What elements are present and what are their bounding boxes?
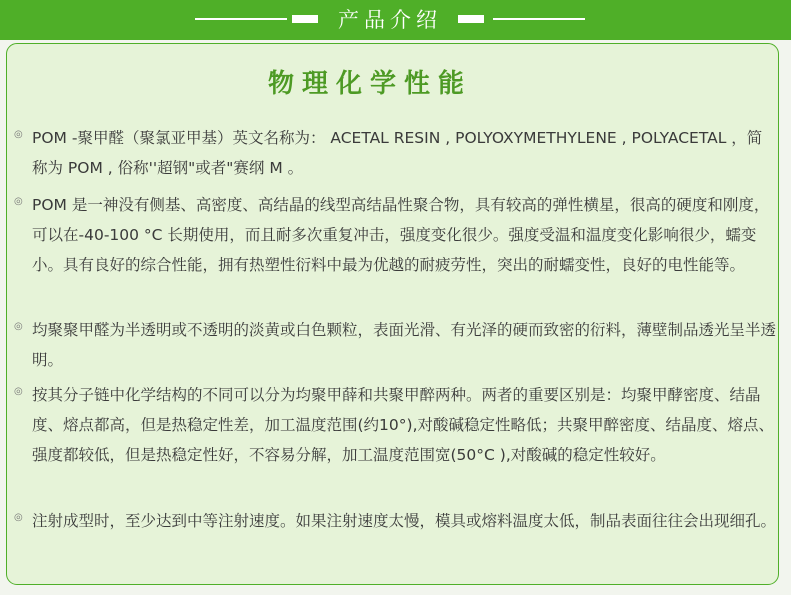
header-banner: [0, 0, 791, 40]
header-divider-right: [493, 18, 585, 20]
header-accent-right: [458, 15, 484, 23]
paragraph: POM -聚甲醛（聚氯亚甲基）英文名称为： ACETAL RESIN , POLYOXYMETHYLENE , POLYACETAL ，简称为 POM , 俗称''超钢"或者"赛纲 M 。: [32, 129, 763, 177]
paragraph: 均聚聚甲醛为半透明或不透明的淡黄或白色颗粒，表面光滑、有光泽的硬而致密的衍料，薄壁制品透光呈半透明。: [32, 321, 777, 369]
header-accent-left: [292, 15, 318, 23]
circle-bullet-icon: ◎: [14, 321, 23, 332]
header-divider-left: [195, 18, 287, 20]
section-title: 物理化学性能: [267, 69, 472, 99]
header-title: 产品介绍: [338, 8, 442, 32]
paragraph: POM 是一神没有侧基、高密度、高结晶的线型高结晶性聚合物，具有较高的弹性横星，很高的硬度和刚度，可以在-40-100 °C 长期使用，而且耐多次重复冲击，强度变化很少。强度受温和温度变化影响很少，蠕变小。具有良好的综合性能，拥有热塑性衍料中最为优越的耐疲劳性，突出的耐蠕变性，良好的电性能等。: [32, 196, 770, 274]
paragraph: 注射成型时，至少达到中等注射速度。如果注射速度太慢，模具或熔料温度太低，制品表面往往会出现细孔。: [32, 512, 777, 530]
circle-bullet-icon: ◎: [14, 129, 23, 140]
circle-bullet-icon: ◎: [14, 386, 23, 397]
circle-bullet-icon: ◎: [14, 196, 23, 207]
circle-bullet-icon: ◎: [14, 512, 23, 523]
paragraph: 按其分子链中化学结构的不同可以分为均聚甲薛和共聚甲醉两种。两者的重要区别是：均聚甲酵密度、结晶度、熔点都高，但是热稳定性差，加工温度范围(约10°),对酸碱稳定性略低；共聚甲醉密度、结晶度、熔点、强度都较低，但是热稳定性好，不容易分解，加工温度范围宽(50°C ),对酸碱的稳定性较好。: [32, 386, 774, 464]
